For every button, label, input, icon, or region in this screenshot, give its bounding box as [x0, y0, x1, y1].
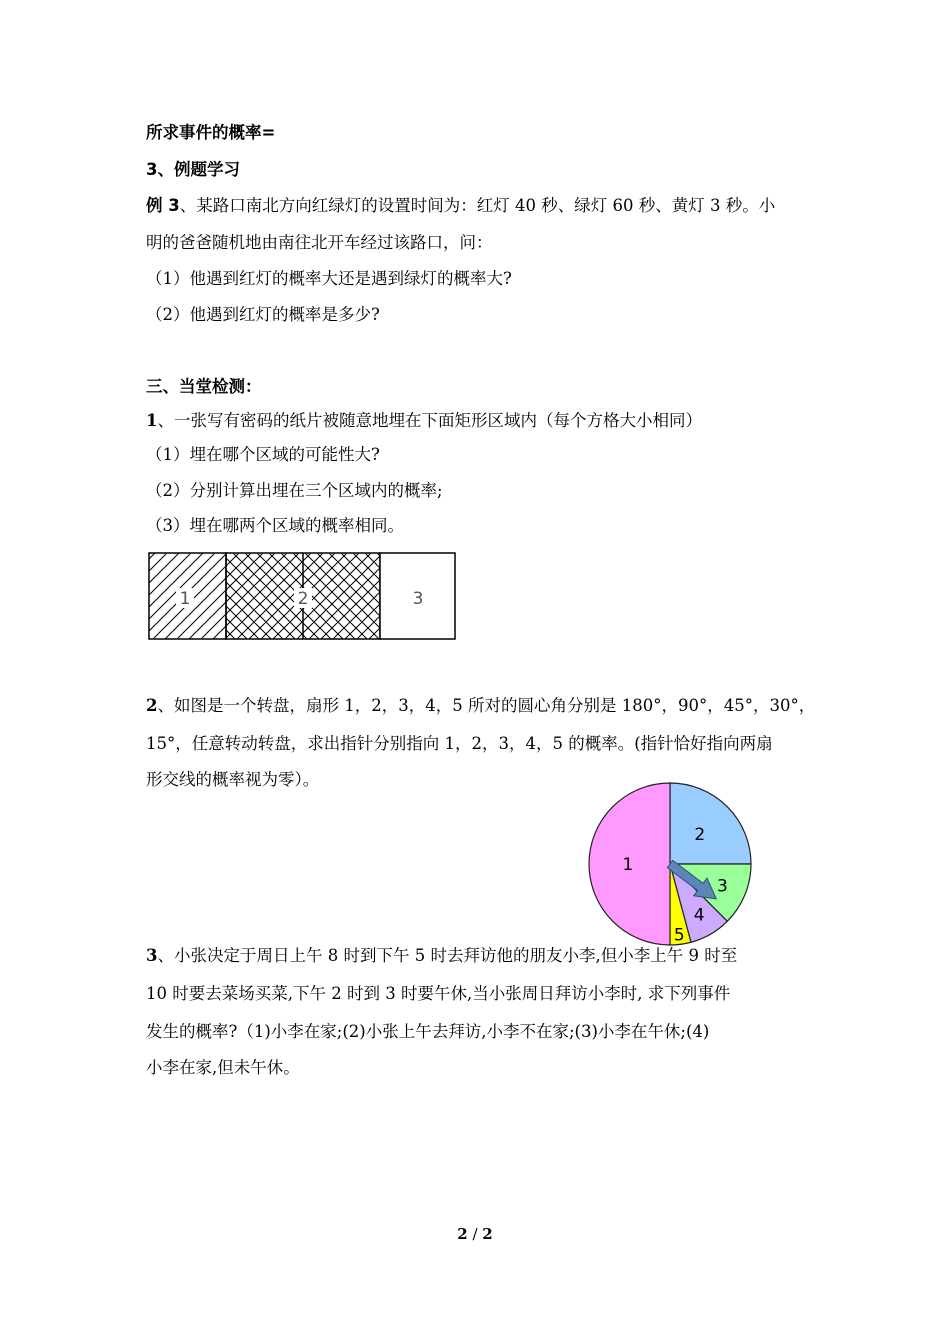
region-label-1: 1 [179, 589, 191, 609]
example-3-label: 例 3 [146, 196, 180, 215]
problem-3-line-3: 发生的概率?（1)小李在家;(2)小张上午去拜访,小李不在家;(3)小李在午休;(4) [146, 1022, 710, 1041]
problem-1-question-2: （2）分别计算出埋在三个区域内的概率; [146, 481, 443, 500]
example-3-text-1: 、某路口南北方向红绿灯的设置时间为：红灯 40 秒、绿灯 60 秒、黄灯 3 秒。小 [179, 196, 776, 215]
part-3-title: 三、当堂检测： [146, 377, 262, 396]
problem-2-line-2: 15°，任意转动转盘，求出指针分别指向 1，2，3，4，5 的概率。(指针恰好指向两扇 [146, 734, 773, 753]
problem-1-text: 、一张写有密码的纸片被随意地埋在下面矩形区域内（每个方格大小相同） [157, 411, 702, 430]
problem-1-question-1: （1）埋在哪个区域的可能性大? [146, 445, 380, 464]
section-3-title: 3、例题学习 [146, 160, 240, 179]
spinner-sector-label-5: 5 [673, 925, 685, 946]
problem-1-question-3: （3）埋在哪两个区域的概率相同。 [146, 516, 404, 535]
problem-3-line-1 [146, 945, 737, 967]
spinner-sector-label-1: 1 [622, 855, 634, 875]
rectangle-region-figure [146, 550, 458, 642]
problem-2-line-1 [146, 695, 815, 717]
spinner-sector-2 [670, 783, 751, 864]
problem-3-line-2: 10 时要去菜场买菜,下午 2 时到 3 时要午休,当小张周日拜访小李时, 求下列事件 [146, 984, 731, 1003]
region-label-2: 2 [297, 589, 309, 609]
problem-2-text-1: 、如图是一个转盘，扇形 1，2，3，4，5 所对的圆心角分别是 180°，90°，45°，30°， [157, 696, 816, 715]
page-number-footer [0, 1225, 950, 1243]
spinner-sector-label-3: 3 [716, 876, 728, 897]
example-3-question-2: （2）他遇到红灯的概率是多少? [146, 305, 380, 324]
problem-1-number: 1 [146, 411, 158, 430]
page-total: 2 [482, 1225, 493, 1243]
spinner-sector-label-4: 4 [693, 905, 705, 926]
page-separator: / [467, 1225, 483, 1243]
problem-3-text-1: 、小张决定于周日上午 8 时到下午 5 时去拜访他的朋友小李,但小李上午 9 时至 [157, 946, 738, 965]
formula-line: 所求事件的概率= [146, 123, 276, 142]
page-current: 2 [457, 1225, 468, 1243]
example-3-line-1 [146, 195, 775, 217]
problem-2-number: 2 [146, 696, 158, 715]
problem-2-line-3: 形交线的概率视为零）。 [146, 770, 320, 789]
region-label-3: 3 [412, 589, 424, 609]
example-3-line-2: 明的爸爸随机地由南往北开车经过该路口，问： [146, 233, 493, 252]
problem-3-number: 3 [146, 946, 158, 965]
spinner-figure [586, 780, 758, 952]
spinner-sector-label-2: 2 [694, 825, 706, 846]
problem-1-line [146, 410, 702, 432]
example-3-question-1: （1）他遇到红灯的概率大还是遇到绿灯的概率大? [146, 269, 512, 288]
problem-3-line-4: 小李在家,但未午休。 [146, 1058, 300, 1077]
